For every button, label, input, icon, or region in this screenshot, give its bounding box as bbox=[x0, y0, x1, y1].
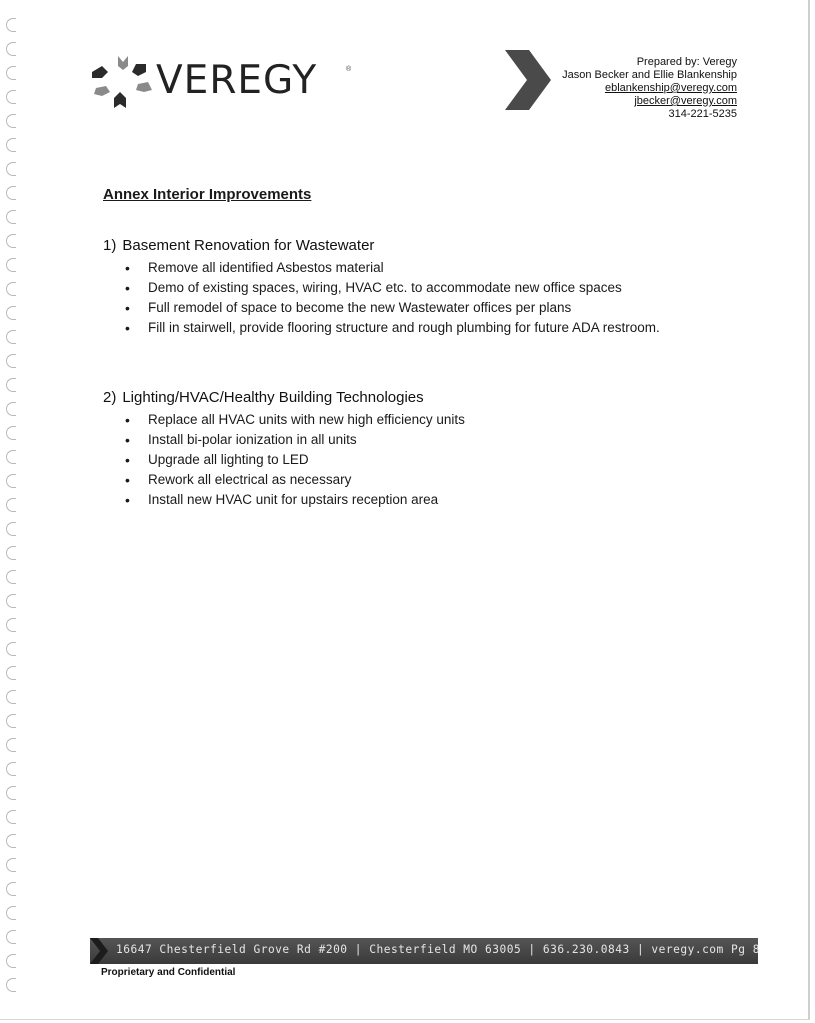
list-item: • Full remodel of space to become the new Wastewater offices per plans bbox=[103, 298, 663, 318]
bullet-list bbox=[103, 410, 663, 510]
item-number: 2) bbox=[103, 389, 117, 406]
registered-mark: ® bbox=[346, 66, 352, 73]
item-title bbox=[103, 236, 663, 256]
list-item: • Demo of existing spaces, wiring, HVAC etc. to accommodate new office spaces bbox=[103, 278, 663, 298]
logo-mark-icon bbox=[92, 52, 154, 112]
list-item: • Upgrade all lighting to LED bbox=[103, 450, 663, 470]
veregy-logo bbox=[92, 52, 362, 112]
email-link-jbecker[interactable]: jbecker@veregy.com bbox=[634, 95, 737, 107]
footer-chevron-icon bbox=[90, 938, 110, 964]
list-item: • Install bi-polar ionization in all units bbox=[103, 430, 663, 450]
contact-block bbox=[562, 56, 737, 121]
footer-address: 16647 Chesterfield Grove Rd #200 | Chesterfield MO 63005 | 636.230.0843 | veregy.com Pg 8 bbox=[116, 943, 760, 956]
section-heading: Annex Interior Improvements bbox=[103, 186, 312, 203]
prepared-by: Prepared by: Veregy bbox=[636, 56, 737, 68]
list-item: • Fill in stairwell, provide flooring structure and rough plumbing for future ADA restroom. bbox=[103, 318, 663, 338]
chevron-arrow-icon bbox=[505, 50, 551, 110]
confidential-label: Proprietary and Confidential bbox=[101, 967, 236, 978]
list-item: • Remove all identified Asbestos material bbox=[103, 258, 663, 278]
bullet-list bbox=[103, 258, 663, 338]
item-title-text: Lighting/HVAC/Healthy Building Technologies bbox=[122, 389, 424, 406]
list-item: • Replace all HVAC units with new high efficiency units bbox=[103, 410, 663, 430]
item-title bbox=[103, 388, 663, 408]
phone-number: 314-221-5235 bbox=[668, 108, 737, 120]
footer-bar bbox=[90, 938, 758, 964]
item-number: 1) bbox=[103, 237, 117, 254]
logo-text: VEREGY bbox=[156, 58, 318, 103]
item-block-1 bbox=[103, 236, 663, 338]
email-link-eblankenship[interactable]: eblankenship@veregy.com bbox=[604, 82, 737, 94]
item-block-2 bbox=[103, 388, 663, 510]
item-title-text: Basement Renovation for Wastewater bbox=[122, 237, 375, 254]
binding-holes bbox=[4, 0, 22, 1010]
contact-names: Jason Becker and Ellie Blankenship bbox=[562, 69, 737, 81]
list-item: • Install new HVAC unit for upstairs reception area bbox=[103, 490, 663, 510]
list-item: • Rework all electrical as necessary bbox=[103, 470, 663, 490]
